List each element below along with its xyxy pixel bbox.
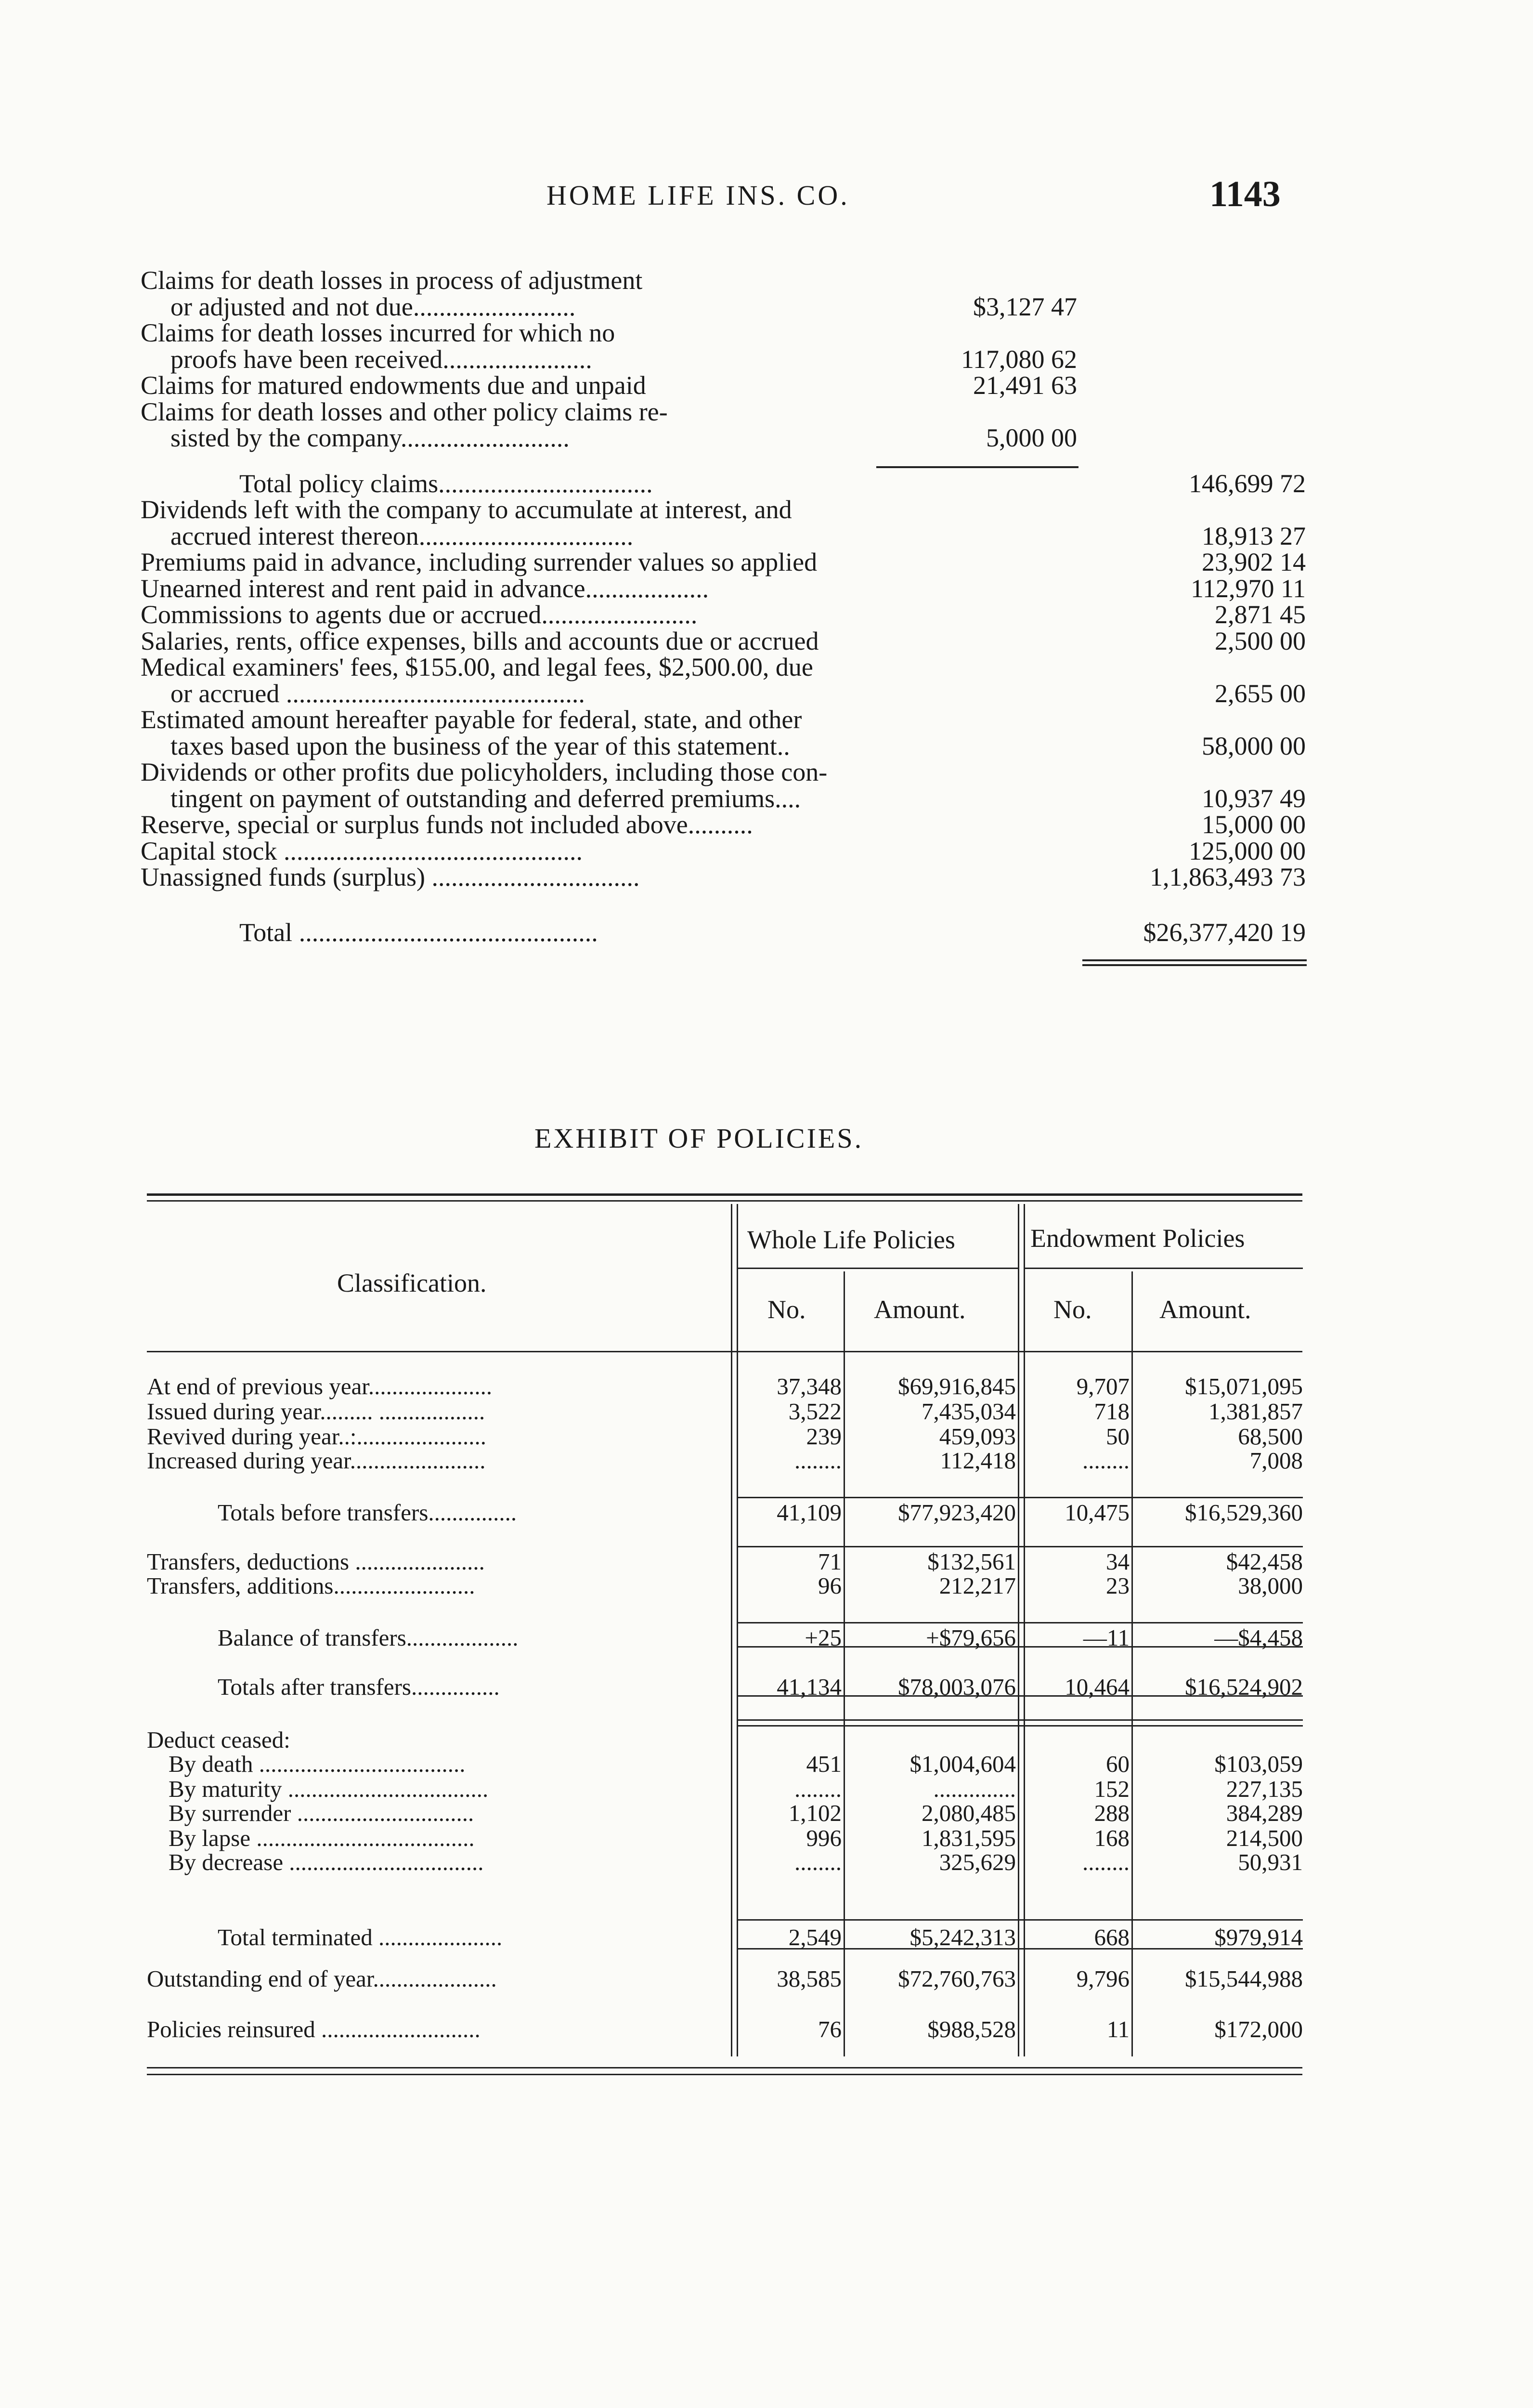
liability-label: proofs have been received....................... [170, 344, 592, 374]
liability-total-amount: 18,913 27 [1202, 521, 1306, 550]
whole-life-amount: 2,080,485 [922, 1800, 1016, 1826]
liability-row [141, 497, 1306, 523]
endowment-number: —11 [1083, 1624, 1130, 1651]
endowment-number: 34 [1106, 1548, 1130, 1575]
liability-label: Medical examiners' fees, $155.00, and legal fees, $2,500.00, due [141, 653, 813, 681]
whole-life-number: 71 [818, 1548, 842, 1575]
whole-life-amount: 325,629 [939, 1849, 1016, 1875]
whole-life-number: 3,522 [788, 1398, 842, 1425]
endowment-amount: $979,914 [1214, 1924, 1303, 1950]
whole-life-number: 38,585 [777, 1965, 842, 1992]
liability-total-amount: 112,970 11 [1191, 574, 1306, 603]
liability-label: Unassigned funds (surplus) ................................ [141, 863, 640, 891]
endowment-amount: 68,500 [1238, 1423, 1303, 1450]
endowment-amount: $172,000 [1214, 2016, 1303, 2042]
whole-life-number: 96 [818, 1572, 842, 1599]
row-label: At end of previous year..................... [147, 1373, 493, 1400]
endowment-amount: $103,059 [1214, 1751, 1303, 1777]
row-label: By lapse ..................................... [169, 1825, 475, 1851]
row-label: By decrease ................................. [169, 1849, 484, 1875]
header-en-no: No. [1053, 1295, 1092, 1324]
endowment-number: 10,464 [1065, 1674, 1130, 1700]
liability-label: Estimated amount hereafter payable for federal, state, and other [141, 705, 802, 734]
endowment-amount: 1,381,857 [1208, 1398, 1303, 1425]
endowment-number: 10,475 [1065, 1499, 1130, 1526]
whole-life-number: ........ [794, 1849, 842, 1875]
row-label: Revived during year..:...................... [147, 1423, 486, 1450]
row-label: Outstanding end of year..................... [147, 1965, 497, 1992]
liability-row [141, 654, 1306, 681]
endowment-amount: $15,071,095 [1185, 1373, 1303, 1400]
header-wl-no: No. [767, 1295, 806, 1324]
liability-row [141, 707, 1306, 733]
row-label: Transfers, deductions ...................... [147, 1548, 485, 1575]
endowment-amount: 384,289 [1226, 1800, 1303, 1826]
liability-total-amount: 2,500 00 [1215, 626, 1306, 655]
header-classification: Classification. [337, 1269, 487, 1297]
liability-row [141, 471, 1306, 497]
whole-life-amount: 1,831,595 [922, 1825, 1016, 1851]
liability-total-amount: 10,937 49 [1202, 784, 1306, 813]
whole-life-amount: $132,561 [927, 1548, 1016, 1575]
whole-life-number: 37,348 [777, 1373, 842, 1400]
endowment-number: 9,796 [1076, 1965, 1130, 1992]
liability-row [141, 681, 1306, 707]
endowment-amount: 38,000 [1238, 1572, 1303, 1599]
liability-label: Premiums paid in advance, including surrender values so applied [141, 548, 818, 576]
liability-row [141, 320, 1306, 346]
row-label: Policies reinsured ........................... [147, 2016, 481, 2042]
endowment-amount: 214,500 [1226, 1825, 1303, 1851]
endowment-number: 9,707 [1076, 1373, 1130, 1400]
row-label: Balance of transfers................... [218, 1624, 519, 1651]
row-label: Totals after transfers............... [218, 1674, 500, 1700]
endowment-number: ........ [1082, 1447, 1130, 1474]
row-label: Deduct ceased: [147, 1727, 290, 1753]
liability-total-amount: 2,655 00 [1215, 679, 1306, 708]
liability-label: Reserve, special or surplus funds not included above.......... [141, 810, 753, 839]
liability-row [141, 919, 1306, 946]
liability-label: or accrued .............................................. [170, 679, 585, 708]
whole-life-number: 76 [818, 2016, 842, 2042]
endowment-number: 168 [1094, 1825, 1130, 1851]
table-top-rule-2 [147, 1200, 1302, 1202]
whole-life-amount: $5,242,313 [909, 1924, 1016, 1950]
whole-life-number: 2,549 [788, 1924, 842, 1950]
endowment-amount: $15,544,988 [1185, 1965, 1303, 1992]
liability-row [141, 425, 1306, 451]
liability-row [141, 602, 1306, 628]
page-number: 1143 [1209, 174, 1281, 214]
row-label: By maturity .................................. [169, 1776, 489, 1802]
whole-life-amount: $988,528 [927, 2016, 1016, 2042]
endowment-number: 152 [1094, 1776, 1130, 1802]
liability-label: sisted by the company.......................... [170, 423, 570, 452]
liability-label: Claims for death losses and other policy claims re- [141, 397, 668, 426]
row-label: Totals before transfers............... [218, 1499, 517, 1526]
whole-life-number: +25 [805, 1624, 842, 1651]
liability-label: taxes based upon the business of the year of this statement.. [170, 731, 790, 760]
liability-label: Salaries, rents, office expenses, bills and accounts due or accrued [141, 626, 819, 655]
header-endowment: Endowment Policies [1030, 1224, 1245, 1253]
liability-label: Dividends or other profits due policyholders, including those con- [141, 758, 828, 786]
endowment-number: ........ [1082, 1849, 1130, 1875]
liability-label: Claims for death losses in process of adjustment [141, 266, 643, 295]
endowment-amount: $16,524,902 [1185, 1674, 1303, 1700]
endowment-number: 718 [1094, 1398, 1130, 1425]
whole-life-number: ........ [794, 1776, 842, 1802]
endowment-amount: 227,135 [1226, 1776, 1303, 1802]
liability-row [141, 864, 1306, 890]
table-top-rule [147, 1193, 1302, 1196]
endowment-amount: —$4,458 [1214, 1624, 1303, 1651]
row-label: By surrender .............................. [169, 1800, 474, 1826]
liabilities-list [141, 267, 1306, 945]
header-en-amount: Amount. [1159, 1295, 1251, 1324]
endowment-number: 50 [1106, 1423, 1130, 1450]
liability-row [141, 628, 1306, 654]
whole-life-amount: $78,003,076 [898, 1674, 1016, 1700]
exhibit-title: EXHIBIT OF POLICIES. [534, 1123, 864, 1154]
liability-item-amount: 21,491 63 [973, 371, 1077, 400]
liability-total-amount: 2,871 45 [1215, 600, 1306, 629]
endowment-number: 288 [1094, 1800, 1130, 1826]
endowment-amount: 7,008 [1249, 1447, 1303, 1474]
liability-total-amount: 58,000 00 [1202, 731, 1306, 760]
total-double-rule-bottom [1082, 964, 1307, 966]
whole-life-amount: 7,435,034 [922, 1398, 1016, 1425]
table-bottom-rule-2 [147, 2074, 1302, 2075]
endowment-number: 11 [1106, 2016, 1130, 2042]
liability-item-amount: 117,080 62 [961, 344, 1077, 374]
whole-life-amount: 212,217 [939, 1572, 1016, 1599]
whole-life-amount: $69,916,845 [898, 1373, 1016, 1400]
liability-label: Capital stock .............................................. [141, 836, 583, 865]
liability-label: Total .............................................. [239, 917, 598, 947]
liability-label: Total policy claims................................. [239, 469, 653, 498]
whole-life-amount: .............. [933, 1776, 1016, 1802]
total-double-rule-top [1082, 959, 1307, 961]
liability-row [141, 785, 1306, 812]
liability-row [141, 399, 1306, 425]
liability-row [141, 576, 1306, 602]
whole-life-number: 996 [806, 1825, 842, 1851]
liability-row [141, 733, 1306, 759]
liability-row [141, 523, 1306, 550]
whole-life-amount: $72,760,763 [898, 1965, 1016, 1992]
liability-row [141, 759, 1306, 785]
endowment-amount: $42,458 [1226, 1548, 1303, 1575]
endowment-number: 23 [1106, 1572, 1130, 1599]
table-bottom-rule [147, 2067, 1302, 2068]
whole-life-number: 451 [806, 1751, 842, 1777]
liability-row [141, 294, 1306, 320]
whole-life-amount: 112,418 [940, 1447, 1016, 1474]
liability-label: accrued interest thereon................................. [170, 521, 634, 550]
liability-label: Claims for matured endowments due and unpaid [141, 371, 646, 400]
endowment-amount: 50,931 [1238, 1849, 1303, 1875]
liability-row [141, 549, 1306, 576]
row-label: By death ................................... [169, 1751, 466, 1777]
whole-life-amount: $1,004,604 [909, 1751, 1016, 1777]
whole-life-number: 41,134 [777, 1674, 842, 1700]
row-label: Transfers, additions........................ [147, 1572, 475, 1599]
row-label: Increased during year....................... [147, 1447, 486, 1474]
liability-total-amount: 125,000 00 [1189, 836, 1306, 865]
liability-label: Commissions to agents due or accrued........................ [141, 600, 698, 629]
liability-total-amount: $26,377,420 19 [1143, 917, 1306, 947]
liability-total-amount: 15,000 00 [1202, 810, 1306, 839]
header-wl-amount: Amount. [874, 1295, 966, 1324]
row-label: Total terminated ..................... [218, 1924, 503, 1950]
whole-life-amount: +$79,656 [926, 1624, 1016, 1651]
whole-life-number: 41,109 [777, 1499, 842, 1526]
liability-label: Dividends left with the company to accumulate at interest, and [141, 495, 792, 524]
whole-life-number: 1,102 [788, 1800, 842, 1826]
liability-row [141, 267, 1306, 294]
liability-label: Unearned interest and rent paid in advance................... [141, 574, 709, 603]
liability-item-amount: $3,127 47 [973, 292, 1077, 321]
row-label: Issued during year......... .................. [147, 1398, 485, 1425]
liability-row [141, 372, 1306, 399]
liability-row [141, 811, 1306, 838]
liability-label: Claims for death losses incurred for which no [141, 318, 615, 347]
liability-label: tingent on payment of outstanding and deferred premiums.... [170, 784, 801, 813]
liability-total-amount: 1,1,863,493 73 [1150, 863, 1306, 891]
running-header: HOME LIFE INS. CO. [546, 180, 850, 211]
liability-total-amount: 146,699 72 [1189, 469, 1306, 498]
whole-life-number: ........ [794, 1447, 842, 1474]
header-whole-life: Whole Life Policies [747, 1225, 955, 1254]
subtotal-rule [876, 466, 1078, 468]
whole-life-amount: 459,093 [939, 1423, 1016, 1450]
liability-row [141, 838, 1306, 864]
liability-label: or adjusted and not due......................... [170, 292, 576, 321]
endowment-number: 668 [1094, 1924, 1130, 1950]
whole-life-amount: $77,923,420 [898, 1499, 1016, 1526]
liability-total-amount: 23,902 14 [1202, 548, 1306, 576]
whole-life-number: 239 [806, 1423, 842, 1450]
endowment-amount: $16,529,360 [1185, 1499, 1303, 1526]
liability-row [141, 346, 1306, 373]
liability-item-amount: 5,000 00 [986, 423, 1077, 452]
endowment-number: 60 [1106, 1751, 1130, 1777]
